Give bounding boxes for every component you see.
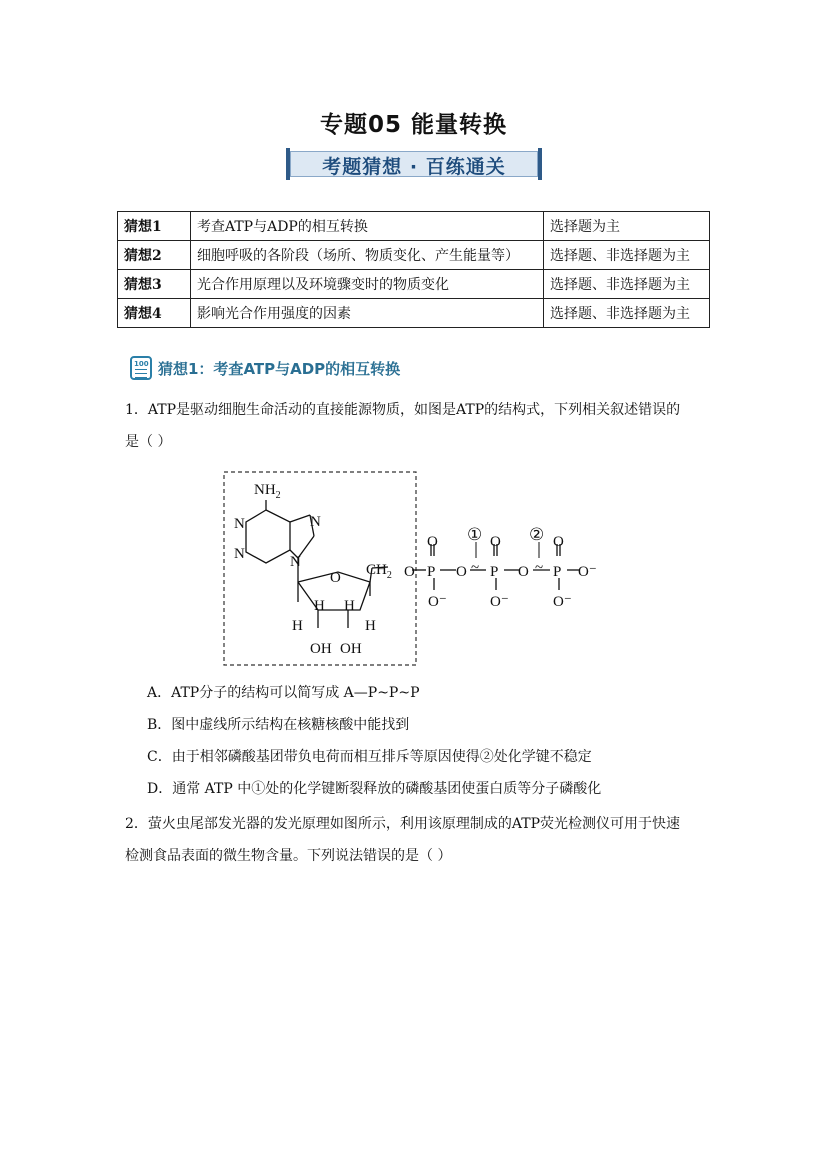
h-label: H	[314, 598, 325, 614]
option-c: C．由于相邻磷酸基团带负电荷而相互排斥等原因使得②处化学键不稳定	[147, 749, 592, 765]
question-text: 检测食品表面的微生物含量。下列说法错误的是（ ）	[125, 848, 452, 864]
o-label: O	[518, 564, 529, 580]
banner-text: 考题猜想 · 百练通关	[322, 156, 506, 178]
n-label: N	[234, 516, 245, 532]
guess-id: 猜想1	[118, 212, 191, 241]
h-label: H	[292, 618, 303, 634]
table-row	[118, 241, 710, 270]
option-a: A．ATP分子的结构可以简写成 A—P~P~P	[147, 685, 420, 701]
checklist-icon: 100	[130, 356, 152, 380]
oh-label: OH	[310, 641, 332, 657]
o-minus-label: O⁻	[428, 594, 447, 610]
o-label: O	[330, 570, 341, 586]
guess-id: 猜想4	[118, 299, 191, 328]
guess-type: 选择题、非选择题为主	[544, 241, 710, 270]
table-row	[118, 270, 710, 299]
n-label: N	[290, 554, 301, 570]
marker-1: ①	[467, 525, 483, 544]
question-text: 是（ ）	[125, 434, 172, 450]
guess-topic: 光合作用原理以及环境骤变时的物质变化	[191, 270, 544, 299]
oh-label: OH	[340, 641, 362, 657]
o-minus-label: O⁻	[578, 564, 597, 580]
p-label: P	[490, 564, 499, 580]
guess-topic: 细胞呼吸的各阶段（场所、物质变化、产生能量等）	[191, 241, 544, 270]
nh2-label: $NH_2$	[254, 482, 281, 501]
guess-type: 选择题、非选择题为主	[544, 299, 710, 328]
o-label: O	[490, 534, 501, 550]
guess-type: 选择题为主	[544, 212, 710, 241]
tilde-bond: ~	[535, 560, 544, 576]
marker-2: ②	[529, 525, 545, 544]
o-label: O	[553, 534, 564, 550]
ch2-label: $CH_2$	[366, 562, 392, 581]
p-label: P	[553, 564, 562, 580]
atp-structure-figure	[220, 470, 610, 670]
o-label: O	[404, 564, 415, 580]
option-b: B．图中虚线所示结构在核糖核酸中能找到	[147, 717, 410, 733]
section-heading	[130, 355, 400, 381]
guess-type: 选择题、非选择题为主	[544, 270, 710, 299]
section-title: 猜想1：考查ATP与ADP的相互转换	[158, 359, 401, 378]
o-minus-label: O⁻	[490, 594, 509, 610]
n-label: N	[310, 514, 321, 530]
h-label: H	[365, 618, 376, 634]
table-row	[118, 299, 710, 328]
table-row	[118, 212, 710, 241]
guess-id: 猜想3	[118, 270, 191, 299]
o-minus-label: O⁻	[553, 594, 572, 610]
o-label: O	[456, 564, 467, 580]
n-label: N	[234, 546, 245, 562]
tilde-bond: ~	[471, 560, 480, 576]
p-label: P	[427, 564, 436, 580]
guess-table	[117, 211, 710, 328]
guess-id: 猜想2	[118, 241, 191, 270]
section-banner	[286, 148, 542, 180]
page-title: 专题05 能量转换	[319, 112, 507, 138]
o-label: O	[427, 534, 438, 550]
question-text: 2．萤火虫尾部发光器的发光原理如图所示，利用该原理制成的ATP荧光检测仪可用于快速	[125, 816, 681, 832]
question-1	[125, 394, 715, 458]
question-text: 1．ATP是驱动细胞生命活动的直接能源物质，如图是ATP的结构式，下列相关叙述错误的	[125, 402, 681, 418]
guess-topic: 考查ATP与ADP的相互转换	[191, 212, 544, 241]
option-d: D．通常 ATP 中①处的化学键断裂释放的磷酸基团使蛋白质等分子磷酸化	[147, 781, 602, 797]
question-2	[125, 808, 715, 872]
guess-topic: 影响光合作用强度的因素	[191, 299, 544, 328]
h-label: H	[344, 598, 355, 614]
